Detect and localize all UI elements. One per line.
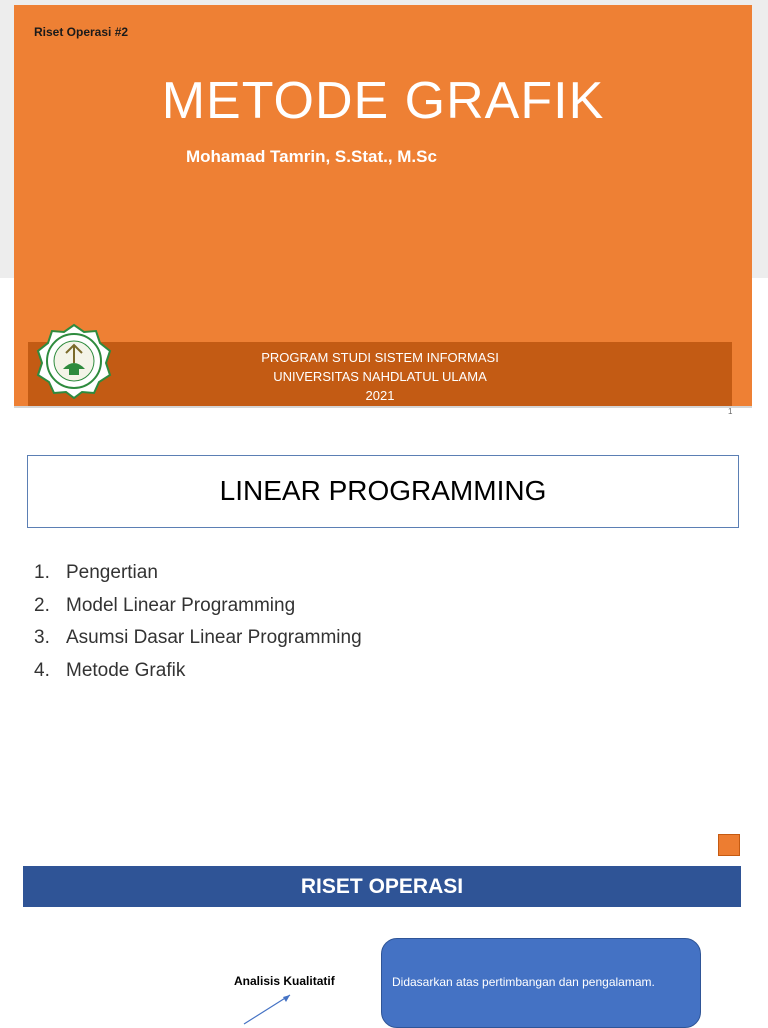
topic-list bbox=[34, 557, 362, 687]
slide-title: METODE GRAFIK bbox=[161, 72, 605, 130]
riset-title-bar bbox=[23, 866, 741, 907]
arrow-icon bbox=[240, 992, 300, 1026]
list-item: 4. Metode Grafik bbox=[34, 659, 186, 681]
orange-square-decoration bbox=[718, 834, 740, 856]
footer-text bbox=[28, 348, 732, 405]
list-item: 1. Pengertian bbox=[34, 562, 158, 583]
title-slide bbox=[14, 5, 752, 406]
page-number: 1 bbox=[728, 407, 733, 416]
university-seal-icon bbox=[36, 323, 112, 399]
course-tag: Riset Operasi #2 bbox=[34, 25, 129, 39]
author-name: Mohamad Tamrin, S.Stat., M.Sc bbox=[186, 147, 437, 166]
callout-text: Didasarkan atas pertimbangan dan pengalamam. bbox=[392, 975, 655, 989]
year-line: 2021 bbox=[365, 388, 395, 403]
university-line: UNIVERSITAS NAHDLATUL ULAMA bbox=[273, 369, 487, 384]
riset-title: RISET OPERASI bbox=[300, 875, 464, 898]
list-item: 3. Asumsi Dasar Linear Programming bbox=[34, 627, 362, 648]
list-item: 2. Model Linear Programming bbox=[34, 594, 296, 616]
callout-box bbox=[381, 938, 701, 1028]
lp-title-box bbox=[27, 455, 739, 528]
analisis-label: Analisis Kualitatif bbox=[234, 974, 335, 988]
slide-divider bbox=[14, 406, 752, 408]
program-line: PROGRAM STUDI SISTEM INFORMASI bbox=[261, 350, 499, 365]
lp-title: LINEAR PROGRAMMING bbox=[219, 475, 547, 506]
footer-band bbox=[28, 342, 732, 406]
